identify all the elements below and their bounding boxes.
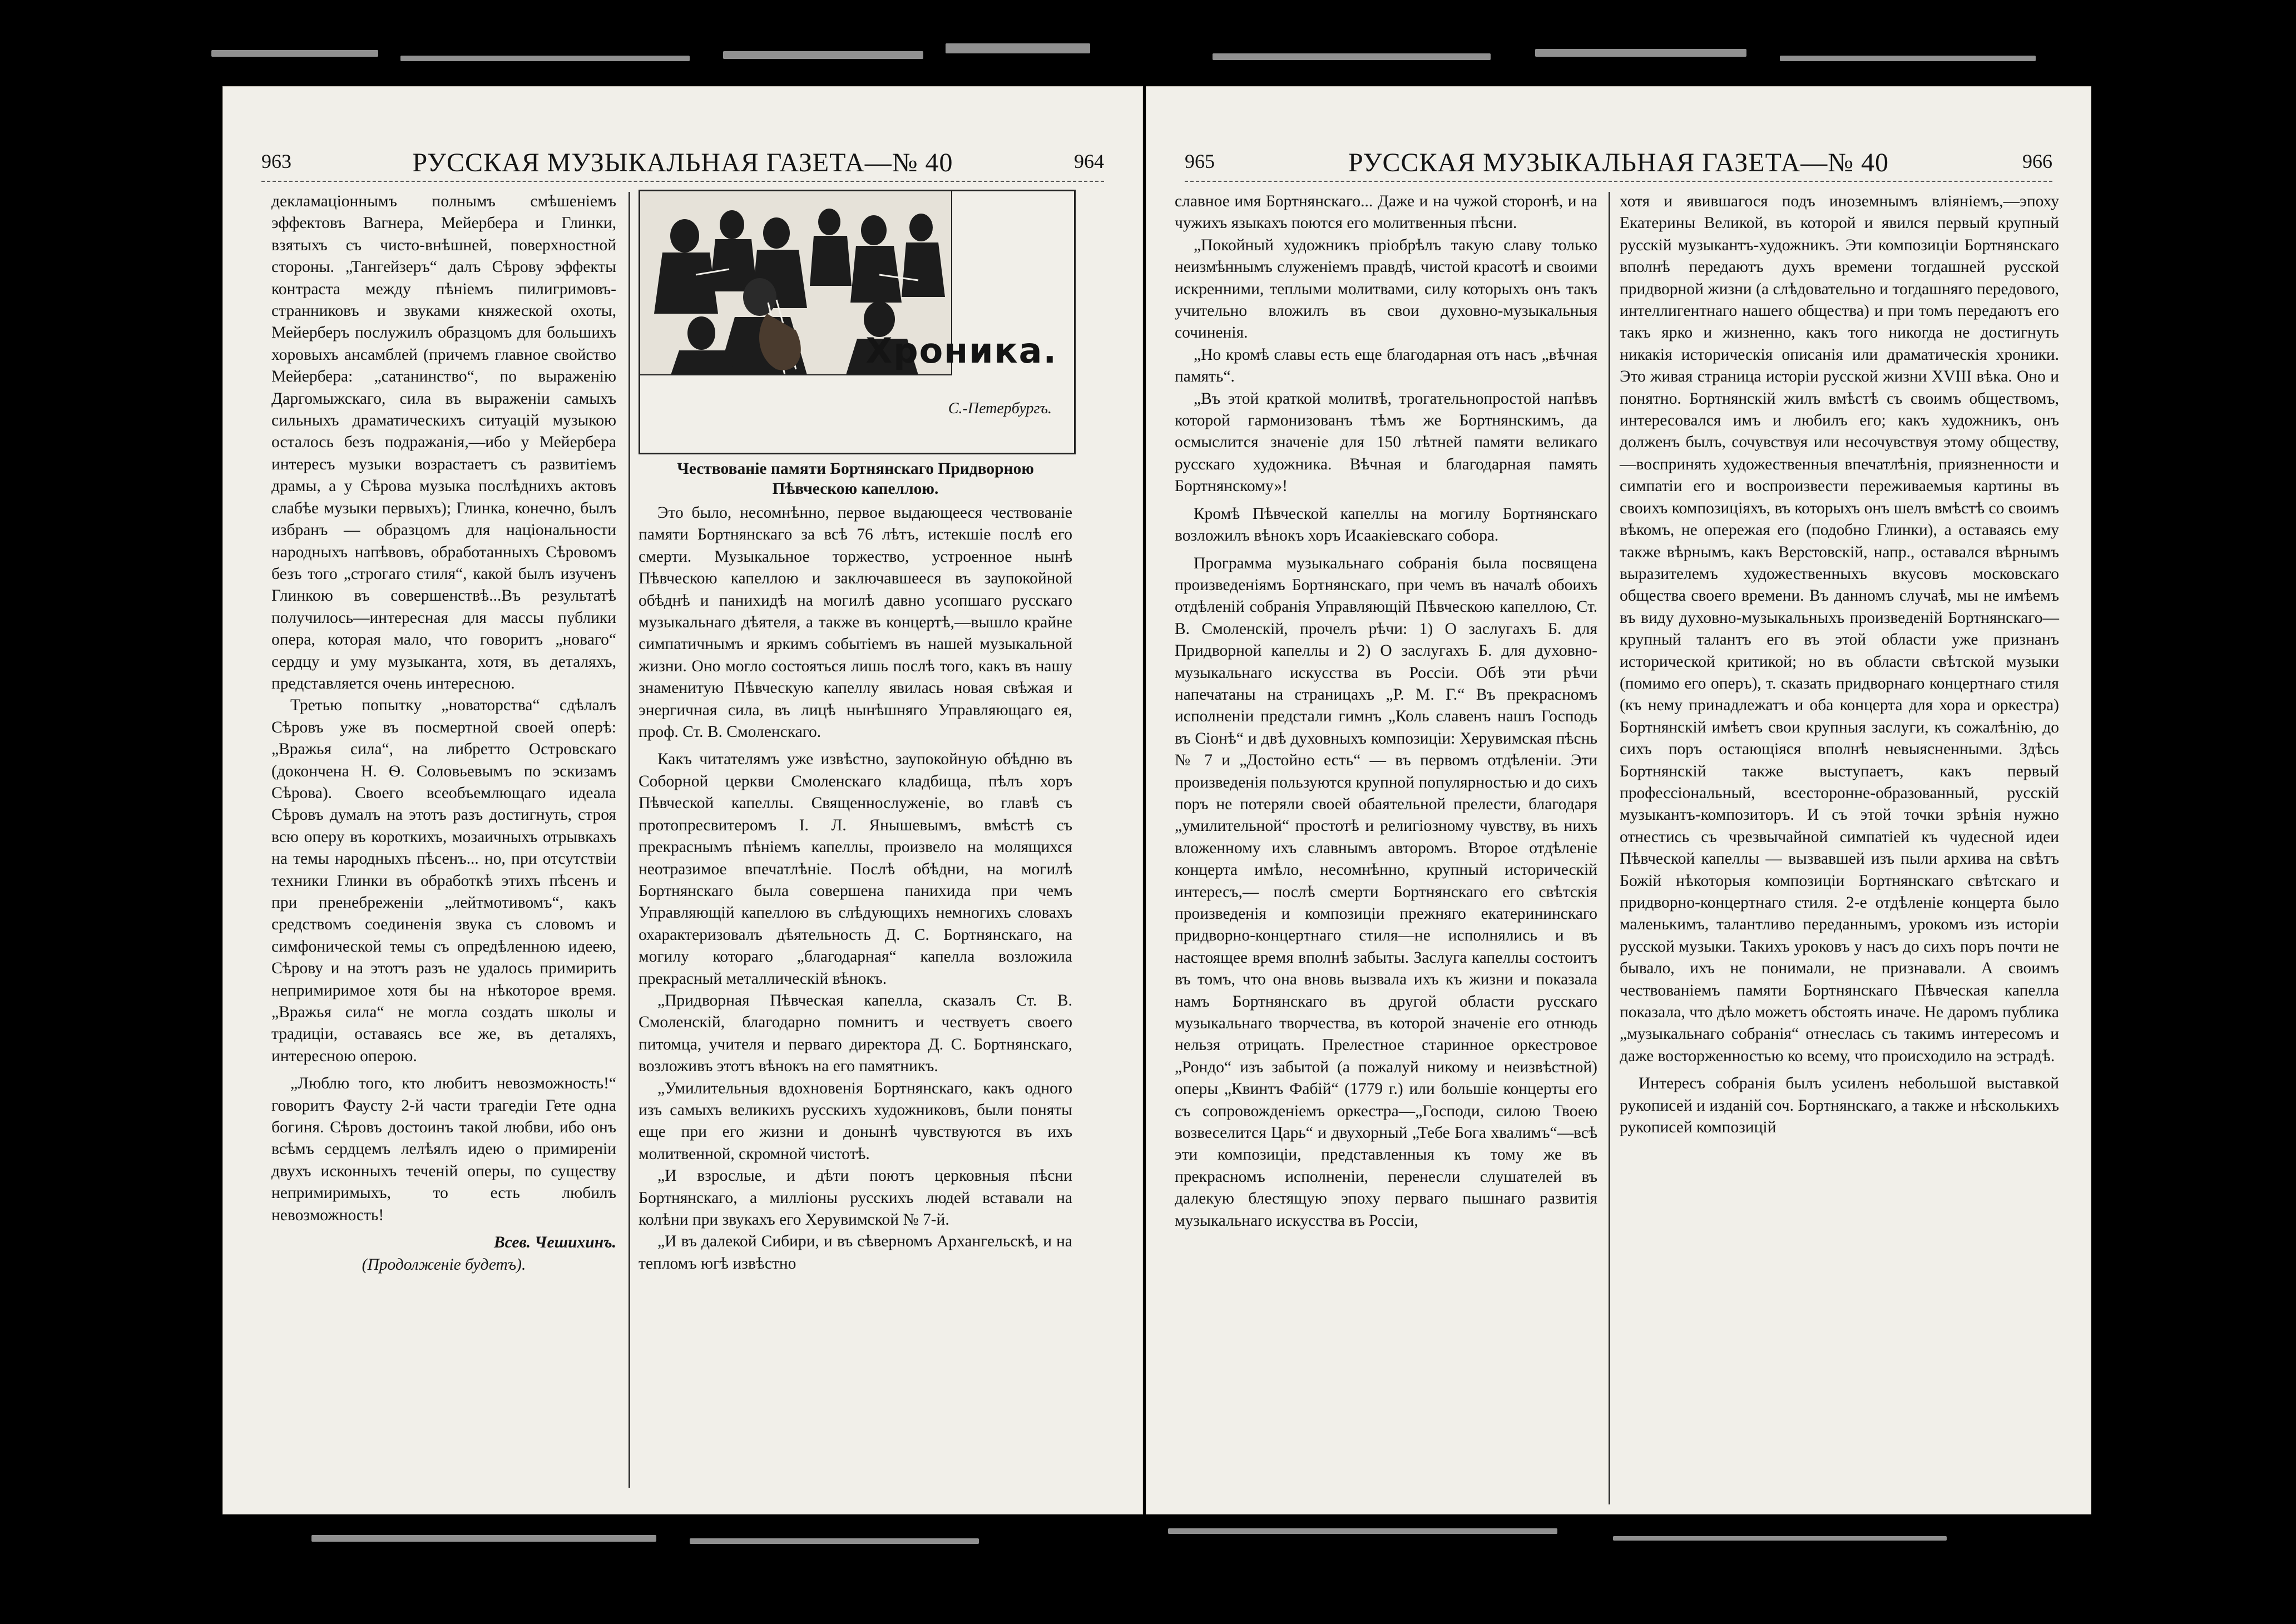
- paragraph: Интересъ собранія былъ усиленъ небольшой выставкой рукописей и изданій соч. Бортнянскаго, а также и нѣсколькихъ рукописей композицій: [1620, 1075, 2059, 1137]
- author-signature: Всев. Чешихинъ.: [494, 1234, 616, 1252]
- paragraph: Кромѣ Пѣвческой капеллы на могилу Бортнянскаго возложилъ вѣнокъ хоръ Исаакіевскаго собора.: [1175, 504, 1597, 545]
- article-column: [271, 191, 616, 1276]
- paragraph: славное имя Бортнянскаго... Даже и на чужой сторонѣ, и на чужихъ языкахъ поются его молитвенныя пѣсни.: [1175, 192, 1597, 232]
- section-heading: Хроника.: [865, 330, 1057, 371]
- continuation-note: (Продолженіе будетъ).: [362, 1255, 526, 1274]
- paragraph: „Покойный художникъ пріобрѣлъ такую славу только неизмѣннымъ служеніемъ правдѣ, чистой красотѣ и своими искренними, теплыми молитвами, силу которыхъ онъ такъ учительно вложилъ въ свои духовно-музыкальныя сочиненія.: [1175, 236, 1597, 342]
- page-number: 963: [261, 150, 291, 172]
- scan-edge-top: [0, 0, 2296, 95]
- paragraph: „И въ далекой Сибири, и въ сѣверномъ Архангельскѣ, и на тепломъ югѣ извѣстно: [639, 1232, 1072, 1273]
- article-column: [639, 459, 1072, 1275]
- paragraph: Программа музыкальнаго собранія была посвящена произведеніямъ Бортнянскаго, при чемъ въ началѣ обоихъ отдѣленій собранія Управляющій Пѣвческою капеллою, Ст. В. Смоленскій, прочелъ рѣчи: 1) О заслугахъ Б. для Придворной капеллы и 2) О заслугахъ Б. для духовно-музыкальнаго искусства въ Россіи. Обѣ эти рѣчи напечатаны на страницахъ „Р. М. Г.“ Въ прекрасномъ исполненіи предстали гимнъ „Коль славенъ нашъ Господь въ Сіонѣ“ и двѣ духовныхъ композиціи: Херувимская пѣснь № 7 и „Достойно есть“ — въ первомъ отдѣленіи. Эти произведенія пользуются крупной популярностью и до сихъ поръ не потеряли своей обаятельной прелести, благодаря „умилительной“ простотѣ и религіозному чувству, въ нихъ вложенному ихъ славнымъ авторомъ. Второе отдѣленіе концерта имѣло, несомнѣнно, крупный историческій интересъ,— послѣ смерти Бортнянскаго его свѣтскія произведенія и композиціи прежняго екатерининскаго придворно-концертнаго стиля—не исполнялись и въ настоящее время вполнѣ забыты. Заслуга капеллы состоитъ въ томъ, что она вновь вызвала ихъ къ жизни и показала намъ Бортнянскаго въ другой области русскаго музыкальнаго творчества, въ которой значеніе его отнюдь нельзя отрицать. Прелестное старинное оркестровое „Рондо“ изъ забытой (а пожалуй никому и неизвѣстной) оперы „Квинтъ Фабій“ (1779 г.) или большіе концерты его съ сопровожденіемъ оркестра—„Господи, силою Твоею возвеселится Царь“ и двухорный „Тебе Бога хвалимъ“—всѣ эти композиціи, представленныя къ тому же въ прекрасномъ исполненіи, перенесли слушателей въ далекую блестящую эпоху перваго пышнаго развитія музыкальнаго искусства въ Россіи,: [1175, 554, 1597, 1230]
- paragraph: „Но кромѣ славы есть еще благодарная отъ насъ „вѣчная память“.: [1175, 345, 1597, 386]
- header-rule: [261, 181, 1104, 182]
- paragraph: Какъ читателямъ уже извѣстно, заупокойную обѣдню въ Соборной церкви Смоленскаго кладбища, пѣлъ хоръ Пѣвческой капеллы. Священнослуженіе, во главѣ съ протопресвитеромъ І. Л. Янышевымъ, вмѣстѣ съ прекраснымъ пѣніемъ капеллы, произвело на молящихся неотразимое впечатлѣніе. Послѣ обѣдни, на могилѣ Бортнянскаго была совершена панихида при чемъ Управляющій капеллою въ слѣдующихъ немногихъ словахъ охарактеризовалъ дѣятельность Д. С. Бортнянскаго, на могилу котораго „благодарная“ капелла возложила прекрасный металлическій вѣнокъ.: [639, 750, 1072, 988]
- right-page: [1146, 86, 2091, 1514]
- paragraph: Третью попытку „новаторства“ сдѣлалъ Сѣровъ уже въ посмертной своей оперѣ: „Вражья сила“, на либретто Островскаго (докончена Н. Ѳ. Соловьевымъ по эскизамъ Сѣрова). Своего всеобъемлющаго идеала Сѣровъ думалъ на этотъ разъ достигнуть, строя всю оперу въ короткихъ, мозаичныхъ отрывкахъ на темы народныхъ пѣсенъ... но, при отсутствіи техники Глинки въ обработкѣ этихъ пѣсенъ и при пренебреженіи „лейтмотивомъ“, какъ средствомъ соединенія звука съ словомъ и симфонической темы съ опредѣленною идеею, Сѣрову и на этотъ разъ не удалось примирить непримиримое хотя бы на нѣкоторое время. „Вражья сила“ не могла создать школы и традиціи, оставаясь все же, въ деталяхъ, интересною оперою.: [271, 696, 616, 1065]
- paragraph: „И взрослые, и дѣти поютъ церковныя пѣсни Бортнянскаго, а милліоны русскихъ людей вставали на колѣни при звукахъ его Херувимской № 7-й.: [639, 1167, 1072, 1229]
- paragraph: „Придворная Пѣвческая капелла, сказалъ Ст. В. Смоленскій, благодарно помнитъ и чествуетъ своего питомца, учителя и перваго директора Д. С. Бортнянскаго, возложивъ этотъ вѣнокъ на его памятникъ.: [639, 991, 1072, 1076]
- page-number: 966: [2022, 150, 2052, 172]
- paragraph: „Умилительныя вдохновенія Бортнянскаго, какъ одного изъ самыхъ великихъ русскихъ художниковъ, были поняты еще при его жизни и донынѣ чувствуются въ ихъ молитвенной, скромной чистотѣ.: [639, 1079, 1072, 1163]
- article-column: [1175, 191, 1597, 1232]
- page-number: 965: [1185, 150, 1215, 172]
- page-number: 964: [1074, 150, 1104, 172]
- scan-edge-bottom: [0, 1524, 2296, 1624]
- paragraph: „Люблю того, кто любитъ невозможность!“ говоритъ Фаусту 2-й части трагедіи Гете одна богиня. Сѣровъ достоинъ такой любви, ибо онъ всѣмъ сердцемъ лелѣялъ идею о примиреніи двухъ исконныхъ теченій оперы, по существу непримиримыхъ, то есть любилъ невозможность!: [271, 1075, 616, 1224]
- newspaper-title: РУССКАЯ МУЗЫКАЛЬНАЯ ГАЗЕТА—№ 40: [1348, 148, 1889, 177]
- newspaper-title: РУССКАЯ МУЗЫКАЛЬНАЯ ГАЗЕТА—№ 40: [412, 148, 953, 177]
- left-page: [222, 86, 1143, 1514]
- article-column: [1620, 191, 2059, 1138]
- running-header: [1185, 147, 2052, 181]
- column-divider: [629, 192, 630, 1488]
- paragraph: декламаціоннымъ полнымъ смѣшеніемъ эффектовъ Вагнера, Мейербера и Глинки, взятыхъ съ чисто-внѣшней, поверхностной стороны. „Тангейзеръ“ далъ Сѣрову эффекты контраста между пѣніемъ пилигримовъ-странниковъ и звуками княжеской охоты, Мейерберъ послужилъ образцомъ для большихъ хоровыхъ ансамблей (причемъ главное свойство Мейербера: „сатанинство“, по выраженію Даргомыжскаго, сила въ выраженіи самыхъ сильныхъ драматическихъ ситуацій музыкою осталось безъ подражанія,—ибо у Мейербера интересъ музыки возрастаетъ съ развитіемъ драмы, а у Сѣрова музыка послѣднихъ актовъ слабѣе музыки первыхъ); Глинка, конечно, былъ избранъ — образцомъ для національности народныхъ напѣвовъ, обработанныхъ Сѣровомъ безъ того „строгаго стиля“, какой былъ изученъ Глинкою въ совершенствѣ...Въ результатѣ получилось—интересная для массы публики опера, которая мало, что говоритъ „новаго“ сердцу и уму музыканта, хотя, въ деталяхъ, представляется очень интересною.: [271, 192, 616, 692]
- paragraph: „Въ этой краткой молитвѣ, трогательнопростой напѣвъ которой гармонизованъ тѣмъ же Бортнянскимъ, да осмыслится значеніе для 150 лѣтней памяти великаго русскаго художника. Вѣчная и благодарная память Бортнянскому»!: [1175, 389, 1597, 496]
- article-heading: Чествованіе памяти Бортнянскаго Придворною Пѣвческою капеллою.: [677, 460, 1034, 498]
- dateline-place: С.-Петербургъ.: [948, 400, 1052, 417]
- column-divider: [1609, 192, 1610, 1504]
- chronicle-illustration: [639, 190, 1076, 454]
- paragraph: хотя и явившагося подъ иноземнымъ вліяніемъ,—эпоху Екатерины Великой, въ которой и явился первый крупный русскій музыкантъ-художникъ. Эти композиціи Бортнянскаго вполнѣ передаютъ духъ времени тогдашней русской придворной жизни (а слѣдовательно и тогдашняго передового, интеллигентнаго нашего общества) и при томъ передаютъ его такъ ярко и жизненно, какъ того никогда не достигнуть никакія историческія описанія или драматическія хроники. Это живая страница исторіи русской жизни XVIII вѣка. Оно и понятно. Бортнянскій жилъ вмѣстѣ съ своимъ обществомъ, интересовался имъ и любилъ его; какъ художникъ, онъ долженъ былъ, сочувствуя или несочувствуя этому обществу,—воспринять художественныя впечатлѣнія, приязненности и симпатіи его и воспроизвести переживаемыя картины въ своихъ композиціяхъ, въ которыхъ онъ шелъ вмѣстѣ со своимъ вѣкомъ, не опережая его (подобно Глинки), а оставаясь ему также вѣрнымъ, какъ Верстовскій, напр., оставался вѣрнымъ выразителемъ художественныхъ вкусовъ московскаго общества своего времени. Въ данномъ случаѣ, мы не имѣемъ въ виду духовно-музыкальныхъ произведеній Бортнянскаго—крупный талантъ его въ этой области уже признанъ исторической критикой; но въ области свѣтской музыки (помимо его оперъ), т. сказать придворнаго концертнаго стиля (къ нему принадлежатъ и оба концерта для хора и оркестра) Бортнянскій имѣетъ свои крупныя заслуги, къ сожалѣнію, до сихъ поръ остающіяся вполнѣ невыясненными. Здѣсь Бортнянскій также выступаетъ, какъ первый профессіональный, всесторонне-образованный, русскій музыкантъ-композиторъ. И съ этой точки зрѣнія нужно отнестись съ чрезвычайной симпатіей къ чудесной идеи Пѣвческой капеллы — вызвавшей изъ пыли архива на свѣтъ Божій нѣкоторыя композиціи Бортнянскаго свѣтскаго и придворно-концертнаго стиля. 2-е отдѣленіе концерта было маленькимъ, талантливо переданнымъ, урокомъ изъ исторіи русской музыки. Такихъ уроковъ у насъ до сихъ поръ почти не бывало, ихъ не понимали, не признавали. А своимъ чествованіемъ памяти Бортнянскаго Пѣвческая капелла показала, что дѣло можетъ обстоять иначе. Не даромъ публика „музыкальнаго собранія“ отнеслась съ такимъ интересомъ и даже восторженностью ко всему, что происходило на эстрадѣ.: [1620, 192, 2059, 1065]
- running-header: [261, 147, 1104, 181]
- paragraph: Это было, несомнѣнно, первое выдающееся чествованіе памяти Бортнянскаго за всѣ 76 лѣтъ, истекшіе послѣ его смерти. Музыкальное торжество, устроенное нынѣ Пѣвческою капеллою и заключавшееся въ заупокойной обѣднѣ и панихидѣ на могилѣ давно усопшаго русскаго музыкальнаго дѣятеля, а также въ концертѣ,—вышло крайне симпатичнымъ и яркимъ событіемъ въ нашей музыкальной жизни. Оно могло состояться лишь послѣ того, какъ въ нашу знаменитую Пѣвческую капеллу явилась новая свѣжая и энергичная сила, въ лицѣ нынѣшняго Управляющаго ея, проф. Ст. В. Смоленскаго.: [639, 504, 1072, 741]
- header-rule: [1185, 181, 2052, 182]
